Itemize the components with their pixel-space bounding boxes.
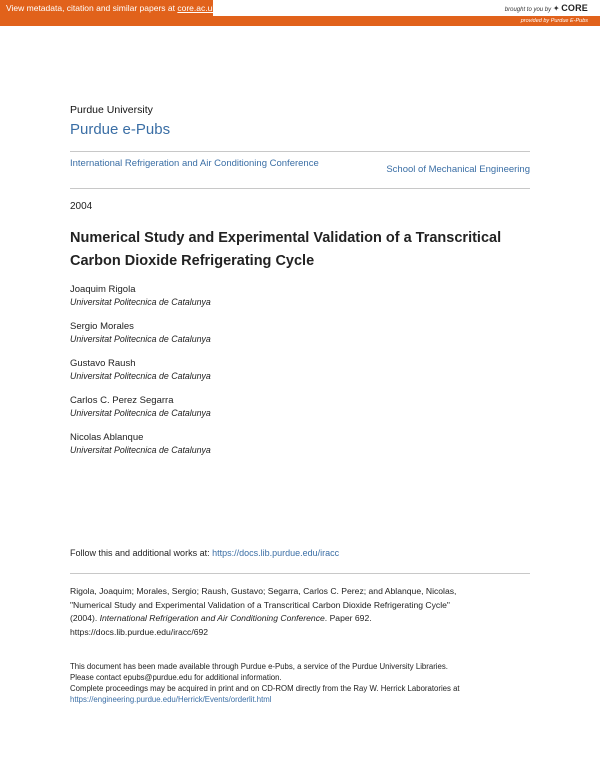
author-affiliation: Universitat Politecnica de Catalunya xyxy=(70,334,211,344)
notice-line: Please contact epubs@purdue.edu for additional information. xyxy=(70,673,282,682)
citation-paper-number: . Paper 692. xyxy=(324,613,372,623)
core-logo-icon: ✦ xyxy=(552,4,560,13)
notice-line: This document has been made available through Purdue e-Pubs, a service of the Purdue University Libraries. xyxy=(70,662,448,671)
core-banner-bar xyxy=(0,16,600,26)
follow-text: Follow this and additional works at: xyxy=(70,548,213,558)
core-link-url[interactable]: core.ac.uk xyxy=(177,3,217,13)
paper-title: Numerical Study and Experimental Validation of a Transcritical Carbon Dioxide Refrigerating Cycle xyxy=(70,230,502,269)
core-provided-by: provided by Purdue E-Pubs xyxy=(520,18,588,24)
core-metadata-link[interactable] xyxy=(0,0,217,16)
publication-year: 2004 xyxy=(70,201,93,212)
author-affiliation: Universitat Politecnica de Catalunya xyxy=(70,408,211,418)
author-name[interactable]: Nicolas Ablanque xyxy=(70,432,144,443)
citation-line: Rigola, Joaquim; Morales, Sergio; Raush, Gustavo; Segarra, Carlos C. Perez; and Ablanque, Nicolas, xyxy=(70,586,457,596)
core-banner xyxy=(0,0,600,26)
author-name[interactable]: Carlos C. Perez Segarra xyxy=(70,395,174,406)
author-affiliation: Universitat Politecnica de Catalunya xyxy=(70,297,211,307)
divider-citation xyxy=(70,573,530,574)
core-link-text: View metadata, citation and similar papers at xyxy=(6,3,178,13)
author-list xyxy=(70,283,530,468)
citation-block xyxy=(70,585,530,639)
citation-url[interactable]: https://docs.lib.purdue.edu/iracc/692 xyxy=(70,626,209,637)
core-logo[interactable]: CORE xyxy=(561,3,588,13)
core-brought-by xyxy=(505,2,588,16)
author-item xyxy=(70,283,530,320)
citation-conference: International Refrigeration and Air Conditioning Conference xyxy=(99,613,325,623)
author-item xyxy=(70,394,530,431)
citation-line xyxy=(70,612,530,626)
school-link[interactable]: School of Mechanical Engineering xyxy=(386,164,530,175)
author-item xyxy=(70,320,530,357)
conference-link[interactable]: International Refrigeration and Air Conditioning Conference xyxy=(70,158,319,169)
author-affiliation: Universitat Politecnica de Catalunya xyxy=(70,445,211,455)
author-item xyxy=(70,357,530,394)
divider-bottom xyxy=(70,188,530,189)
core-brought-text: brought to you by xyxy=(504,7,553,13)
author-item xyxy=(70,431,530,468)
notice-line: Complete proceedings may be acquired in print and on CD-ROM directly from the Ray W. Herrick Laboratories at xyxy=(70,684,460,693)
follow-line xyxy=(70,548,339,558)
citation-year: (2004). xyxy=(70,613,100,623)
author-name[interactable]: Joaquim Rigola xyxy=(70,284,136,295)
author-name[interactable]: Gustavo Raush xyxy=(70,358,136,369)
author-affiliation: Universitat Politecnica de Catalunya xyxy=(70,371,211,381)
citation-line: "Numerical Study and Experimental Validation of a Transcritical Carbon Dioxide Refrigerating Cycle" xyxy=(70,599,450,610)
availability-notice xyxy=(70,661,530,705)
herrick-link[interactable]: https://engineering.purdue.edu/Herrick/Events/orderlit.html xyxy=(70,695,272,704)
university-name: Purdue University xyxy=(70,104,153,116)
follow-link[interactable]: https://docs.lib.purdue.edu/iracc xyxy=(212,548,340,558)
repository-link[interactable]: Purdue e-Pubs xyxy=(70,121,171,138)
author-name[interactable]: Sergio Morales xyxy=(70,321,134,332)
divider-top xyxy=(70,151,530,152)
